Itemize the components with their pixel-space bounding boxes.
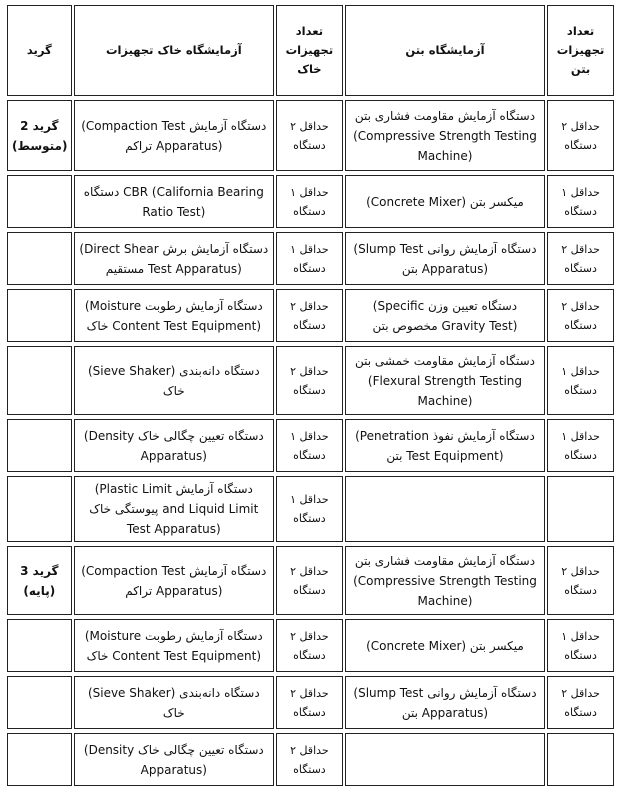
concrete-lab-cell: دستگاه آزمایش مقاومت خمشی بتن (Flexural Strength Testing Machine): [345, 346, 545, 415]
grade-cell: [7, 289, 72, 342]
concrete-lab-cell: دستگاه آزمایش مقاومت فشاری بتن (Compressive Strength Testing Machine): [345, 546, 545, 615]
soil-lab-cell: (Moisture دستگاه آزمایش رطوبت خاک Content Test Equipment): [74, 619, 274, 672]
soil-lab-cell: (Sieve Shaker) دستگاه دانه‌بندی خاک: [74, 676, 274, 729]
soil-lab-cell: (Plastic Limit دستگاه آزمایش پیوستگی خاک and Liquid Limit Test Apparatus): [74, 476, 274, 542]
soil-count-cell: حداقل ۲ دستگاه: [276, 619, 343, 672]
table-body: [7, 96, 614, 786]
concrete-lab-cell: (Specific دستگاه تعیین وزن مخصوص بتن Gravity Test): [345, 289, 545, 342]
concrete-count-cell: حداقل ۱ دستگاه: [547, 419, 614, 472]
grade-cell: [7, 733, 72, 786]
table-row: [7, 733, 614, 786]
header-concrete-lab: آزمایشگاه بتن: [345, 5, 545, 96]
table-row: [7, 289, 614, 342]
concrete-count-cell: [547, 733, 614, 786]
soil-count-cell: حداقل ۲ دستگاه: [276, 289, 343, 342]
soil-count-cell: حداقل ۲ دستگاه: [276, 733, 343, 786]
header-concrete-count: تعداد تجهیزات بتن: [547, 5, 614, 96]
grade-cell: [7, 175, 72, 228]
soil-count-cell: حداقل ۱ دستگاه: [276, 476, 343, 542]
concrete-lab-cell: (Penetration دستگاه آزمایش نفوذ بتن Test Equipment): [345, 419, 545, 472]
concrete-lab-cell: (Slump Test دستگاه آزمایش روانی بتن Apparatus): [345, 676, 545, 729]
soil-count-cell: حداقل ۲ دستگاه: [276, 100, 343, 171]
grade-cell: [7, 419, 72, 472]
header-row: [7, 5, 614, 96]
concrete-count-cell: حداقل ۲ دستگاه: [547, 546, 614, 615]
header-soil-count: تعداد تجهیزات خاک: [276, 5, 343, 96]
soil-lab-cell: (Sieve Shaker) دستگاه دانه‌بندی خاک: [74, 346, 274, 415]
concrete-count-cell: حداقل ۱ دستگاه: [547, 346, 614, 415]
table-row: [7, 619, 614, 672]
grade-cell: [7, 676, 72, 729]
soil-lab-cell: (Density دستگاه تعیین چگالی خاک Apparatus): [74, 419, 274, 472]
equipment-table-sheet: [5, 5, 616, 786]
concrete-lab-cell: [345, 476, 545, 542]
table-row: [7, 546, 614, 615]
grade-cell: [7, 619, 72, 672]
concrete-count-cell: حداقل ۲ دستگاه: [547, 289, 614, 342]
concrete-count-cell: حداقل ۱ دستگاه: [547, 619, 614, 672]
table-row: [7, 346, 614, 415]
concrete-count-cell: حداقل ۱ دستگاه: [547, 175, 614, 228]
soil-lab-cell: (Compaction Test دستگاه آزمایش تراکم Apparatus): [74, 100, 274, 171]
soil-lab-cell: (Moisture دستگاه آزمایش رطوبت خاک Content Test Equipment): [74, 289, 274, 342]
soil-lab-cell: دستگاه CBR (California Bearing Ratio Test): [74, 175, 274, 228]
soil-lab-cell: (Compaction Test دستگاه آزمایش تراکم Apparatus): [74, 546, 274, 615]
soil-count-cell: حداقل ۲ دستگاه: [276, 676, 343, 729]
table-row: [7, 676, 614, 729]
equipment-table: [5, 5, 616, 786]
soil-count-cell: حداقل ۱ دستگاه: [276, 175, 343, 228]
concrete-count-cell: حداقل ۲ دستگاه: [547, 100, 614, 171]
header-grade: گرید: [7, 5, 72, 96]
concrete-count-cell: حداقل ۲ دستگاه: [547, 232, 614, 285]
grade-cell: گرید 3 (پایه): [7, 546, 72, 615]
concrete-count-cell: [547, 476, 614, 542]
table-row: [7, 100, 614, 171]
grade-cell: [7, 232, 72, 285]
concrete-count-cell: حداقل ۲ دستگاه: [547, 676, 614, 729]
grade-cell: گرید 2 (متوسط): [7, 100, 72, 171]
grade-cell: [7, 346, 72, 415]
table-row: [7, 175, 614, 228]
soil-lab-cell: (Direct Shear دستگاه آزمایش برش مستقیم Test Apparatus): [74, 232, 274, 285]
concrete-lab-cell: (Concrete Mixer) میکسر بتن: [345, 619, 545, 672]
concrete-lab-cell: (Concrete Mixer) میکسر بتن: [345, 175, 545, 228]
soil-count-cell: حداقل ۱ دستگاه: [276, 232, 343, 285]
concrete-lab-cell: دستگاه آزمایش مقاومت فشاری بتن (Compressive Strength Testing Machine): [345, 100, 545, 171]
soil-count-cell: حداقل ۲ دستگاه: [276, 346, 343, 415]
soil-count-cell: حداقل ۱ دستگاه: [276, 419, 343, 472]
table-row: [7, 476, 614, 542]
table-row: [7, 419, 614, 472]
soil-count-cell: حداقل ۲ دستگاه: [276, 546, 343, 615]
concrete-lab-cell: (Slump Test دستگاه آزمایش روانی بتن Apparatus): [345, 232, 545, 285]
grade-cell: [7, 476, 72, 542]
concrete-lab-cell: [345, 733, 545, 786]
soil-lab-cell: (Density دستگاه تعیین چگالی خاک Apparatus): [74, 733, 274, 786]
table-row: [7, 232, 614, 285]
header-soil-lab: آزمایشگاه خاک تجهیزات: [74, 5, 274, 96]
